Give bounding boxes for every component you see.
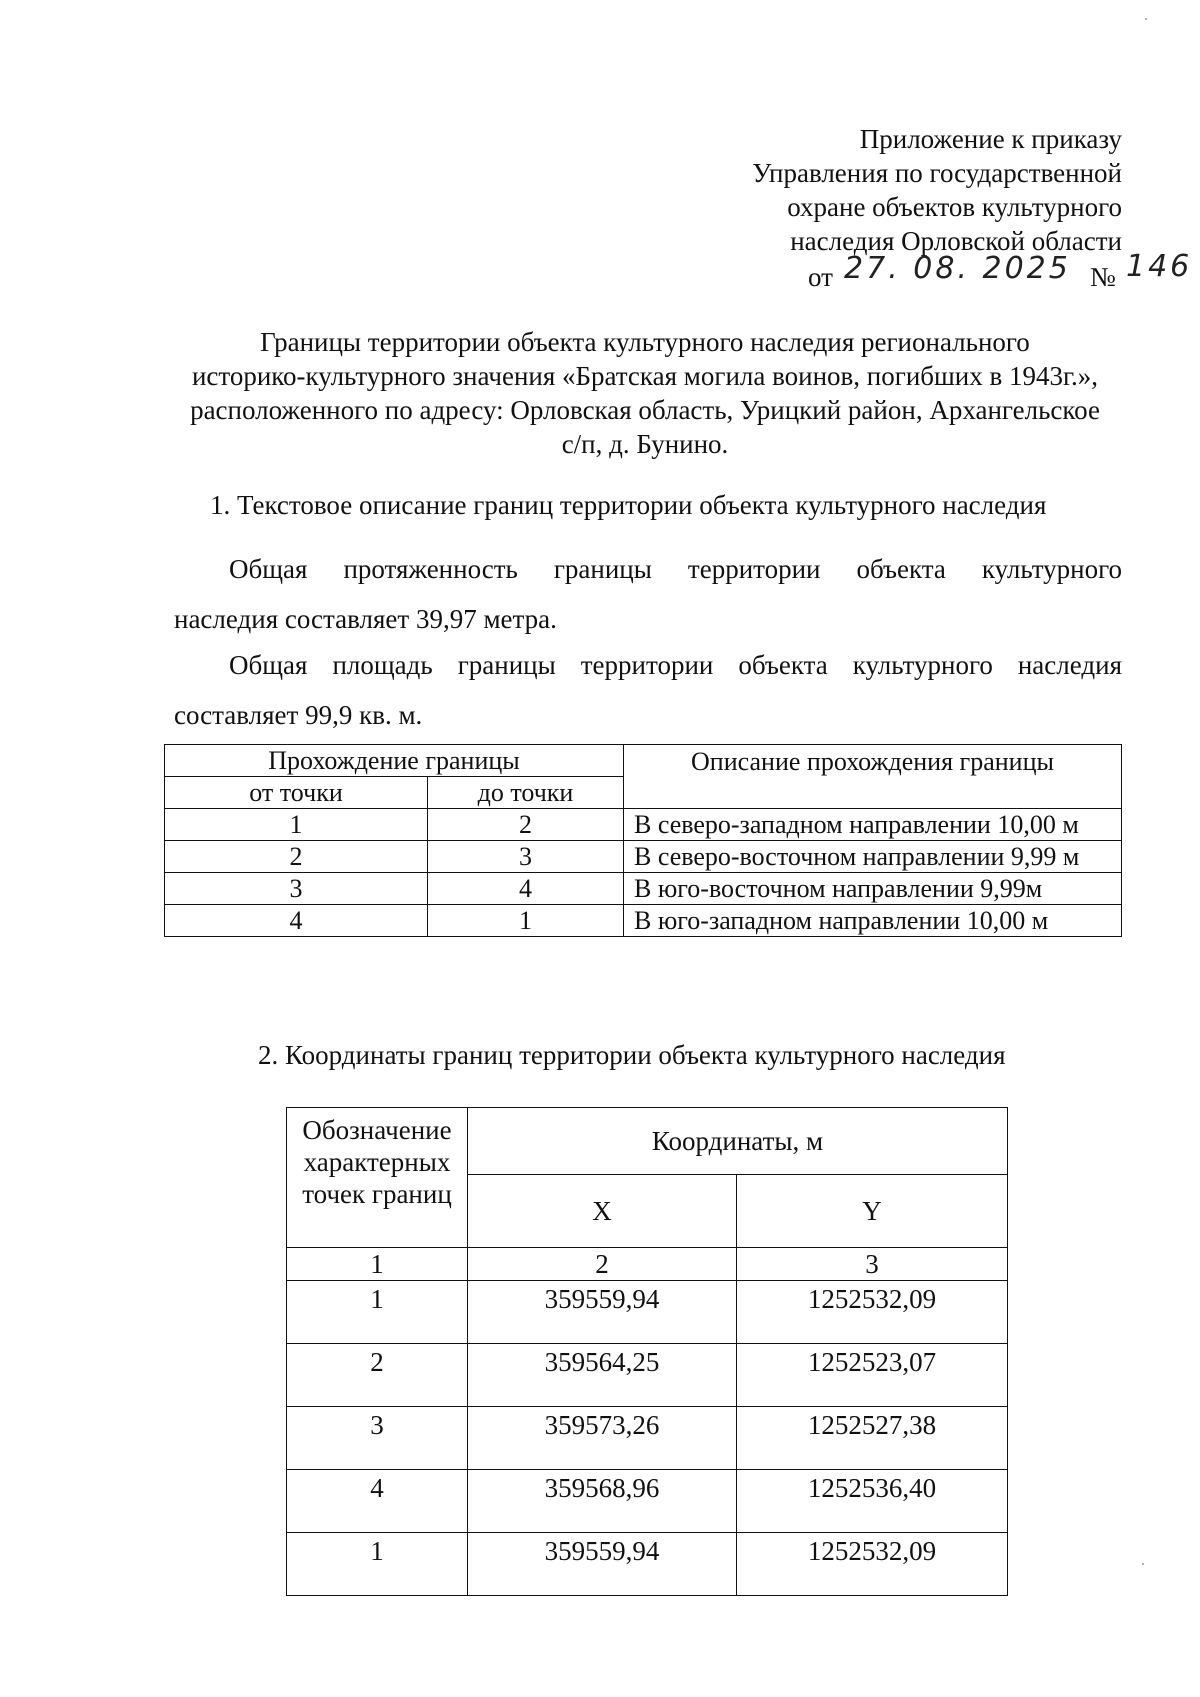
paragraph-length-cont: наследия составляет 39,97 метра. (174, 604, 557, 634)
title-line: с/п, д. Бунино. (561, 429, 729, 459)
point-cell: 1 (287, 1533, 468, 1596)
to-point-cell: 3 (428, 841, 624, 873)
y-cell: 1252523,07 (737, 1344, 1008, 1407)
description-cell: В северо-западном направлении 10,00 м (624, 809, 1122, 841)
approval-line: наследия Орловской области (790, 226, 1122, 256)
header-boundary-passage: Прохождение границы (165, 745, 624, 777)
x-cell: 359568,96 (468, 1470, 737, 1533)
document-title (170, 325, 1120, 461)
section1-heading: 1. Текстовое описание границ территории объекта культурного наследия (210, 490, 1047, 520)
title-line: историко-культурного значения «Братская могила воинов, погибших в 1943г.», (191, 361, 1099, 391)
column-number: 3 (737, 1248, 1008, 1281)
handwritten-number: 146 (1126, 249, 1193, 284)
column-number: 2 (468, 1248, 737, 1281)
header-y: Y (737, 1175, 1008, 1248)
point-cell: 3 (287, 1407, 468, 1470)
coordinates-table (286, 1107, 1008, 1596)
title-line: Границы территории объекта культурного наследия регионального (260, 327, 1030, 357)
handwritten-date: 27. 08. 2025 (844, 251, 1071, 286)
y-cell: 1252536,40 (737, 1470, 1008, 1533)
date-prefix: от (808, 262, 833, 292)
column-number: 1 (287, 1248, 468, 1281)
table-row (165, 841, 1122, 873)
paragraph-line: Общая площадь границы территории объекта культурного наследия (229, 650, 1122, 680)
x-cell: 359573,26 (468, 1407, 737, 1470)
from-point-cell: 2 (165, 841, 428, 873)
from-point-cell: 3 (165, 873, 428, 905)
boundary-table (164, 744, 1122, 937)
number-prefix: № (1090, 262, 1116, 292)
table-row (165, 809, 1122, 841)
column-number-row (287, 1248, 1008, 1281)
from-point-cell: 4 (165, 905, 428, 937)
table-row (287, 1407, 1008, 1470)
paragraph-area (174, 648, 1122, 682)
x-cell: 359564,25 (468, 1344, 737, 1407)
scan-speck (1145, 18, 1147, 20)
from-point-cell: 1 (165, 809, 428, 841)
header-point-designation: Обозначение характерных точек границ (287, 1108, 468, 1248)
table-row (287, 1281, 1008, 1344)
header-x: X (468, 1175, 737, 1248)
table-row (287, 1470, 1008, 1533)
y-cell: 1252527,38 (737, 1407, 1008, 1470)
header-coordinates: Координаты, м (468, 1108, 1008, 1175)
table-row (165, 905, 1122, 937)
header-from-point: от точки (165, 777, 428, 809)
header-boundary-description: Описание прохождения границы (624, 745, 1122, 809)
description-cell: В северо-восточном направлении 9,99 м (624, 841, 1122, 873)
y-cell: 1252532,09 (737, 1533, 1008, 1596)
to-point-cell: 4 (428, 873, 624, 905)
to-point-cell: 2 (428, 809, 624, 841)
x-cell: 359559,94 (468, 1533, 737, 1596)
paragraph-length (174, 552, 1122, 586)
x-cell: 359559,94 (468, 1281, 737, 1344)
header-to-point: до точки (428, 777, 624, 809)
table-row (165, 873, 1122, 905)
point-cell: 1 (287, 1281, 468, 1344)
description-cell: В юго-восточном направлении 9,99м (624, 873, 1122, 905)
table-row (287, 1344, 1008, 1407)
description-cell: В юго-западном направлении 10,00 м (624, 905, 1122, 937)
order-date-line (808, 249, 1193, 296)
point-cell: 4 (287, 1470, 468, 1533)
to-point-cell: 1 (428, 905, 624, 937)
scan-speck (1142, 1563, 1144, 1565)
section2-heading: 2. Координаты границ территории объекта культурного наследия (258, 1040, 1006, 1070)
approval-line: Управления по государственной (752, 158, 1122, 188)
point-cell: 2 (287, 1344, 468, 1407)
paragraph-line: Общая протяженность границы территории объекта культурного (229, 554, 1122, 584)
approval-block (642, 122, 1122, 258)
title-line: расположенного по адресу: Орловская область, Урицкий район, Архангельское (190, 395, 1100, 425)
table-row (287, 1533, 1008, 1596)
approval-line: Приложение к приказу (859, 124, 1122, 154)
paragraph-area-cont: составляет 99,9 кв. м. (174, 700, 423, 730)
approval-line: охране объектов культурного (787, 192, 1122, 222)
y-cell: 1252532,09 (737, 1281, 1008, 1344)
